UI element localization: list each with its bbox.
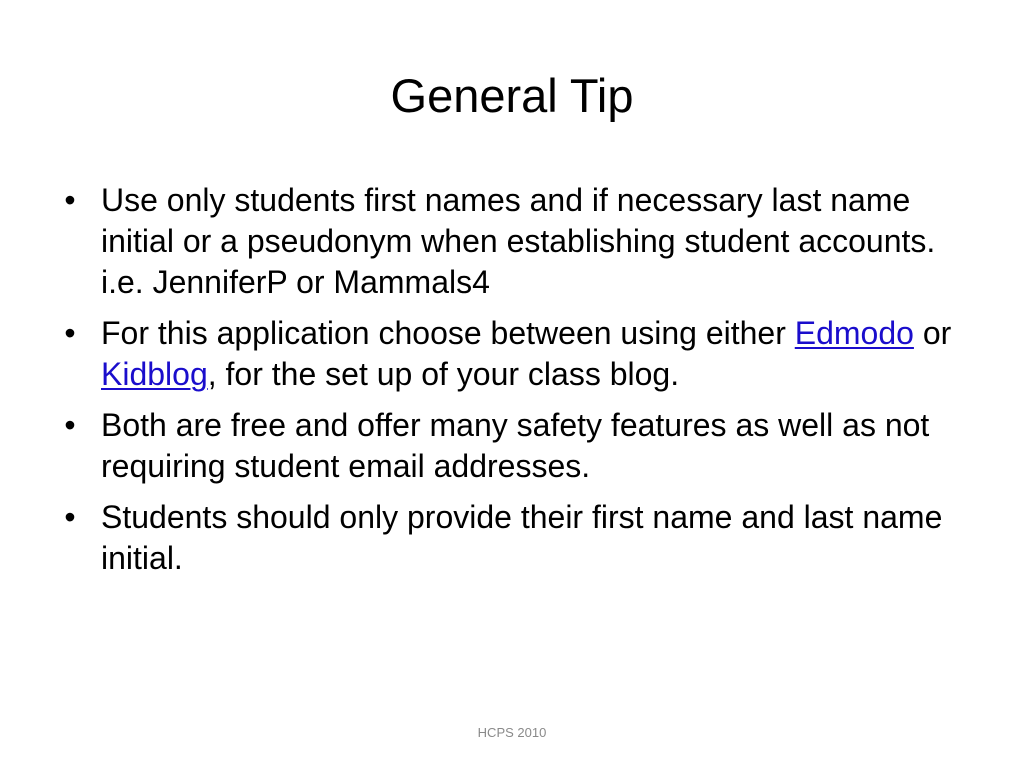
bullet-text: Both are free and offer many safety features as well as not requiring student email addresses.	[101, 407, 930, 484]
bullet-text-post: , for the set up of your class blog.	[207, 356, 680, 392]
edmodo-link[interactable]: Edmodo	[794, 315, 914, 351]
bullet-icon: •	[64, 499, 76, 535]
slide-footer: HCPS 2010	[477, 725, 547, 740]
bullet-item-3	[60, 405, 960, 487]
bullet-list	[60, 180, 960, 589]
bullet-icon: •	[64, 315, 76, 351]
bullet-text: Use only students first names and if necessary last name initial or a pseudonym when establishing student accounts. i.e. JenniferP or Mammals4	[101, 182, 936, 300]
bullet-text: Students should only provide their first name and last name initial.	[101, 499, 943, 576]
bullet-item-1	[60, 180, 960, 303]
bullet-icon: •	[64, 182, 76, 218]
bullet-item-2	[60, 313, 960, 395]
slide-title: General Tip	[390, 69, 634, 122]
bullet-icon: •	[64, 407, 76, 443]
bullet-text-mid: or	[913, 315, 952, 351]
kidblog-link[interactable]: Kidblog	[101, 356, 208, 392]
bullet-text-pre: For this application choose between using either	[101, 315, 795, 351]
bullet-item-4	[60, 497, 960, 579]
